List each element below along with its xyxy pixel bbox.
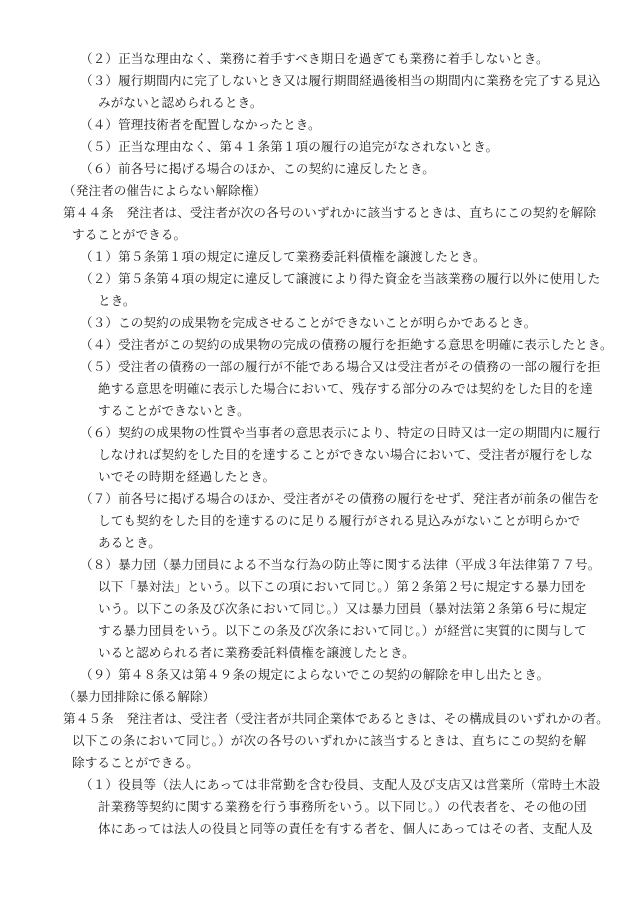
text-line: （５）正当な理由なく、第４１条第１項の履行の追完がなされないとき。 xyxy=(80,139,499,154)
text-line: 絶する意思を明確に表示した場合において、残存する部分のみでは契約をした目的を達 xyxy=(98,381,593,396)
text-line: （９）第４８条又は第４９条の規定によらないでこの契約の解除を申し出たとき。 xyxy=(80,667,550,682)
text-line: （６）前各号に掲げる場合のほか、この契約に違反したとき。 xyxy=(80,161,435,176)
text-line: する暴力団員をいう。以下この条及び次条において同じ。）が経営に実質的に関与して xyxy=(98,623,587,638)
text-line: （４）管理技術者を配置しなかったとき。 xyxy=(80,117,321,132)
text-line: することができないとき。 xyxy=(98,403,250,418)
text-line: （１）第５条第１項の規定に違反して業務委託料債権を譲渡したとき。 xyxy=(80,249,486,264)
article-line: 第４４条 発注者は、受注者が次の各号のいずれかに該当するときは、直ちにこの契約を解除 xyxy=(63,205,597,220)
text-line: （１）役員等（法人にあっては非常勤を含む役員、支配人及び支店又は営業所（常時土木設 xyxy=(80,777,601,792)
text-line: しても契約をした目的を達するのに足りる履行がされる見込みがないことが明らかで xyxy=(98,513,581,528)
text-line: 以下「暴対法」という。以下この項において同じ。）第２条第２号に規定する暴力団を xyxy=(98,579,587,594)
text-line: しなければ契約をした目的を達することができない場合において、受注者が履行をしな xyxy=(98,447,593,462)
text-line: 体にあっては法人の役員と同等の責任を有する者を、個人にあってはその者、支配人及 xyxy=(98,821,593,836)
text-line: （８）暴力団（暴力団員による不当な行為の防止等に関する法律（平成３年法律第７７号。 xyxy=(80,557,601,572)
text-line: （２）第５条第４項の規定に違反して譲渡により得た資金を当該業務の履行以外に使用した xyxy=(80,271,601,286)
text-line: 計業務等契約に関する業務を行う事務所をいう。以下同じ。）の代表者を、その他の団 xyxy=(98,799,587,814)
text-line: 除することができる。 xyxy=(72,755,199,770)
text-line: することができる。 xyxy=(72,227,187,242)
text-line: （５）受注者の債務の一部の履行が不能である場合又は受注者がその債務の一部の履行を拒 xyxy=(80,359,601,374)
text-line: いでその時期を経過したとき。 xyxy=(98,469,276,484)
text-line: （７）前各号に掲げる場合のほか、受注者がその債務の履行をせず、発注者が前条の催告を xyxy=(80,491,600,506)
section-heading: （暴力団排除に係る解除） xyxy=(63,689,216,704)
text-line: いう。以下この条及び次条において同じ。）又は暴力団員（暴対法第２条第６号に規定 xyxy=(98,601,587,616)
text-line: （３）この契約の成果物を完成させることができないことが明らかであるとき。 xyxy=(80,315,537,330)
article-line: 第４５条 発注者は、受注者（受注者が共同企業体であるときは、その構成員のいずれかの者。 xyxy=(63,711,609,726)
text-line: （３）履行期間内に完了しないとき又は履行期間経過後相当の期間内に業務を完了する見込 xyxy=(80,73,601,88)
text-line: （４）受注者がこの契約の成果物の完成の債務の履行を拒絶する意思を明確に表示したとき。 xyxy=(80,337,613,352)
text-line: とき。 xyxy=(98,293,136,308)
text-line: いると認められる者に業務委託料債権を譲渡したとき。 xyxy=(98,645,415,660)
text-line: 以下この条において同じ。）が次の各号のいずれかに該当するときは、直ちにこの契約を解 xyxy=(72,733,587,748)
text-line: みがないと認められるとき。 xyxy=(98,95,263,110)
section-heading: （発注者の催告によらない解除権） xyxy=(63,183,267,198)
text-line: あるとき。 xyxy=(98,535,161,550)
text-line: （２）正当な理由なく、業務に着手すべき期日を過ぎても業務に着手しないとき。 xyxy=(80,51,549,66)
text-line: （６）契約の成果物の性質や当事者の意思表示により、特定の日時又は一定の期間内に履行 xyxy=(80,425,601,440)
